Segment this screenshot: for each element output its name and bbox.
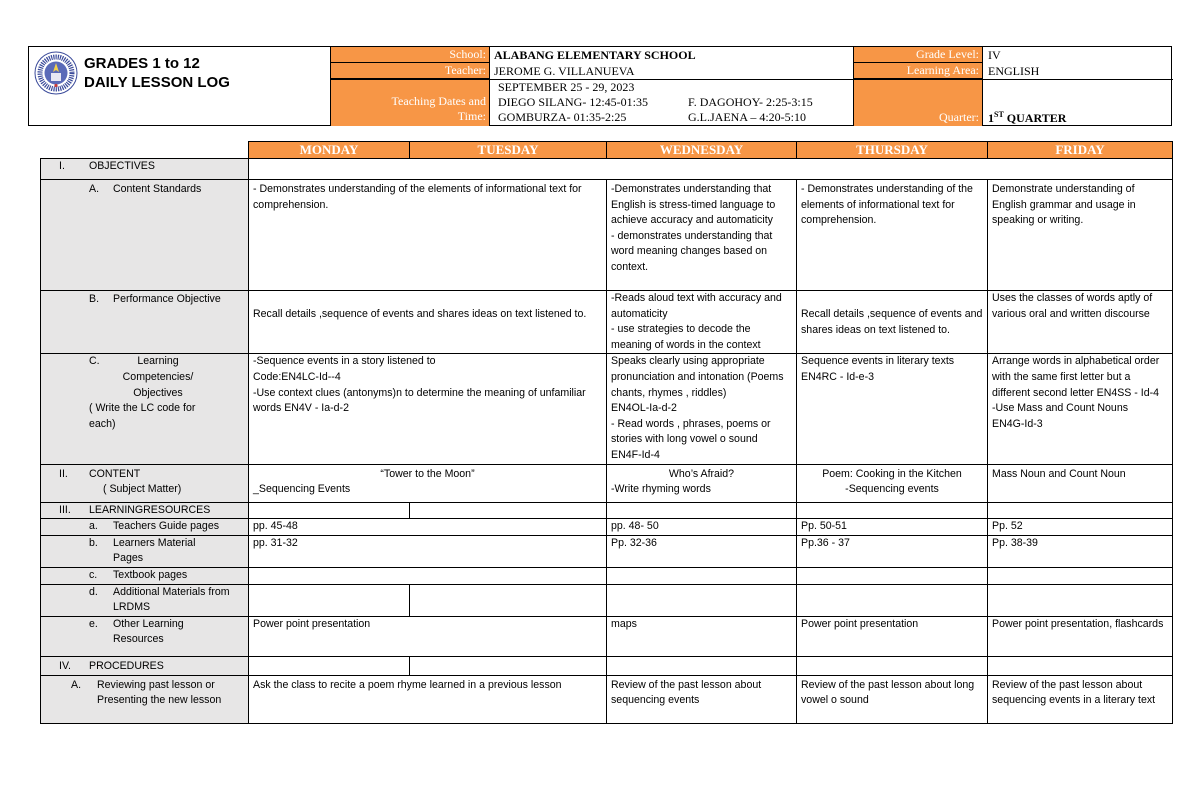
performance-objective-label: Performance Objective	[113, 293, 221, 305]
learners-material-friday: Pp. 38-39	[988, 535, 1173, 567]
school-value: ALABANG ELEMENTARY SCHOOL	[494, 48, 696, 62]
performance-objective-monday: Recall details ,sequence of events and shares ideas on text listened to.	[249, 291, 607, 354]
content-standards-label: Content Standards	[113, 183, 202, 195]
learning-competencies-label: Learning Competencies/ Objectives	[122, 355, 194, 399]
teachers-guide-wednesday: pp. 48- 50	[607, 519, 797, 536]
schedule-diego-silang: DIEGO SILANG- 12:45-01:35	[498, 95, 648, 109]
day-monday: MONDAY	[249, 142, 410, 159]
content-friday: Mass Noun and Count Noun	[988, 464, 1173, 502]
performance-objective-label-cell	[41, 291, 249, 354]
learning-area-value: ENGLISH	[988, 64, 1040, 78]
procedures-thursday	[797, 656, 988, 675]
additional-materials-wednesday	[607, 584, 797, 616]
reviewing-lesson-row	[41, 675, 1173, 723]
learning-competencies-row	[41, 354, 1173, 464]
quarter-suffix: ST	[994, 110, 1004, 119]
learners-material-wednesday: Pp. 32-36	[607, 535, 797, 567]
reviewing-lesson-friday: Review of the past lesson about sequencing events in a literary text	[988, 675, 1173, 723]
content-thursday-sub: -Sequencing events	[845, 483, 939, 496]
learning-resources-tuesday	[410, 502, 607, 519]
procedures-label: PROCEDURES	[89, 659, 164, 672]
objectives-section	[41, 159, 249, 180]
content-monday-title: “Tower to the Moon”	[380, 467, 475, 480]
form-title-line1: GRADES 1 to 12	[84, 55, 200, 72]
day-header-row	[41, 142, 1173, 159]
textbook-pages-monday	[249, 567, 607, 584]
learning-competencies-heading	[45, 354, 244, 401]
corner-cell	[41, 142, 249, 159]
day-tuesday: TUESDAY	[410, 142, 607, 159]
learning-resources-label: LEARNINGRESOURCES	[89, 503, 211, 516]
schedule-gomburza: GOMBURZA- 01:35-2:25	[498, 110, 627, 124]
learners-material-row	[41, 535, 1173, 567]
additional-materials-heading	[45, 585, 244, 616]
learning-competencies-label-cell	[41, 354, 249, 464]
other-resources-label-cell	[41, 616, 249, 656]
performance-objective-row	[41, 291, 1173, 354]
content-standards-number: A.	[89, 183, 100, 195]
content-wednesday-sub: -Write rhyming words	[611, 483, 711, 496]
other-resources-wednesday: maps	[607, 616, 797, 656]
grade-level-label: Grade Level:	[853, 47, 983, 63]
content-thursday-title: Poem: Cooking in the Kitchen	[822, 467, 962, 480]
additional-materials-number: d.	[89, 585, 98, 598]
reviewing-lesson-heading	[45, 678, 244, 709]
quarter-number: 1	[988, 111, 994, 125]
day-thursday: THURSDAY	[797, 142, 988, 159]
procedures-label-cell	[41, 656, 249, 675]
content-standards-friday: Demonstrate understanding of English grammar and usage in speaking or writing.	[988, 180, 1173, 291]
other-resources-label: Other Learning Resources	[113, 617, 184, 646]
learners-material-thursday: Pp.36 - 37	[797, 535, 988, 567]
learning-resources-wednesday	[607, 502, 797, 519]
reviewing-lesson-thursday: Review of the past lesson about long vowel o sound	[797, 675, 988, 723]
content-standards-thursday: - Demonstrates understanding of the elements of informational text for comprehension.	[797, 180, 988, 291]
objectives-row	[41, 159, 1173, 180]
content-row	[41, 464, 1173, 502]
teachers-guide-monday: pp. 45-48	[249, 519, 607, 536]
other-resources-heading	[45, 617, 244, 648]
content-standards-wednesday: -Demonstrates understanding that English is stress-timed language to achieve accuracy and automaticity - demonstrates understanding that word meaning changes based on context.	[607, 180, 797, 291]
learning-area-label: Learning Area:	[853, 63, 983, 79]
day-friday: FRIDAY	[988, 142, 1173, 159]
school-label: School:	[330, 47, 490, 63]
schedule-dagohoy: F. DAGOHOY- 2:25-3:15	[688, 95, 813, 109]
reviewing-lesson-number: A.	[71, 678, 82, 691]
teachers-guide-number: a.	[89, 520, 98, 533]
learning-resources-number: III.	[59, 503, 71, 516]
quarter-text: QUARTER	[1003, 111, 1067, 125]
reviewing-lesson-wednesday: Review of the past lesson about sequencing events	[607, 675, 797, 723]
objectives-label: OBJECTIVES	[89, 160, 155, 172]
procedures-tuesday	[410, 656, 607, 675]
content-thursday	[797, 464, 988, 502]
procedures-number: IV.	[59, 659, 71, 672]
content-standards-monday: - Demonstrates understanding of the elements of informational text for comprehension.	[249, 180, 607, 291]
performance-objective-friday: Uses the classes of words aptly of various oral and written discourse	[988, 291, 1173, 354]
teaching-dates-label	[330, 79, 490, 126]
performance-objective-thursday: Recall details ,sequence of events and shares ideas on text listened to.	[797, 291, 988, 354]
additional-materials-monday	[249, 584, 410, 616]
other-resources-row	[41, 616, 1173, 656]
quarter-label: Quarter:	[853, 79, 983, 126]
learning-competencies-friday: Arrange words in alphabetical order with the same first letter but a different second letter EN4SS - Id-4 -Use Mass and Count Nouns EN4G-Id-3	[988, 354, 1173, 464]
content-standards-label-cell	[41, 180, 249, 291]
learners-material-number: b.	[89, 536, 98, 549]
day-wednesday: WEDNESDAY	[607, 142, 797, 159]
procedures-row	[41, 656, 1173, 675]
learning-resources-thursday	[797, 502, 988, 519]
schedule-row-1	[498, 95, 813, 110]
teaching-dates-label-line1: Teaching Dates and	[391, 94, 486, 108]
form-title-line2: DAILY LESSON LOG	[84, 74, 230, 91]
content-wednesday	[607, 464, 797, 502]
learning-competencies-number: C.	[89, 355, 100, 368]
date-range: SEPTEMBER 25 - 29, 2023	[498, 80, 635, 94]
schedule-row-2	[498, 110, 813, 125]
other-resources-thursday: Power point presentation	[797, 616, 988, 656]
teachers-guide-row	[41, 519, 1173, 536]
teachers-guide-label: Teachers Guide pages	[113, 520, 220, 533]
content-monday	[249, 464, 607, 502]
textbook-pages-number: c.	[89, 568, 98, 581]
teaching-dates-value	[498, 80, 813, 125]
additional-materials-thursday	[797, 584, 988, 616]
additional-materials-label-cell	[41, 584, 249, 616]
learning-competencies-note: ( Write the LC code for each)	[89, 402, 196, 430]
procedures-friday	[988, 656, 1173, 675]
learning-resources-row	[41, 502, 1173, 519]
teachers-guide-label-cell	[41, 519, 249, 536]
performance-objective-number: B.	[89, 293, 100, 305]
content-number: II.	[59, 467, 68, 480]
other-resources-friday: Power point presentation, flashcards	[988, 616, 1173, 656]
textbook-pages-wednesday	[607, 567, 797, 584]
learning-competencies-monday: -Sequence events in a story listened to Code:EN4LC-Id--4 -Use context clues (antonyms)n to determine the meaning of unfamiliar words EN4V - Ia-d-2	[249, 354, 607, 464]
textbook-pages-friday	[988, 567, 1173, 584]
other-resources-number: e.	[89, 617, 98, 630]
textbook-pages-thursday	[797, 567, 988, 584]
learners-material-label-cell	[41, 535, 249, 567]
content-label: CONTENT	[89, 467, 141, 480]
grade-level-value: IV	[988, 48, 1001, 62]
teachers-guide-friday: Pp. 52	[988, 519, 1173, 536]
objectives-blank	[249, 159, 1173, 180]
content-heading	[45, 467, 244, 483]
header-divider-2	[490, 79, 853, 80]
textbook-pages-label-cell	[41, 567, 249, 584]
learning-resources-friday	[988, 502, 1173, 519]
content-monday-sub: _Sequencing Events	[253, 483, 351, 496]
reviewing-lesson-monday: Ask the class to recite a poem rhyme learned in a previous lesson	[249, 675, 607, 723]
learners-material-heading	[45, 536, 244, 567]
learning-resources-label-cell	[41, 502, 249, 519]
teaching-dates-label-line2: Time:	[457, 109, 486, 123]
schedule-jaena: G.L.JAENA – 4:20-5:10	[688, 110, 806, 124]
procedures-monday	[249, 656, 410, 675]
learning-competencies-wednesday: Speaks clearly using appropriate pronunciation and intonation (Poems chants, rhymes , riddles) EN4OL-Ia-d-2 - Read words , phrases, poems or stories with long vowel o sound EN4F-Id-4	[607, 354, 797, 464]
content-wednesday-title: Who’s Afraid?	[668, 467, 735, 480]
reviewing-lesson-label-cell	[41, 675, 249, 723]
teachers-guide-thursday: Pp. 50-51	[797, 519, 988, 536]
textbook-pages-label: Textbook pages	[113, 568, 188, 581]
teacher-label: Teacher:	[330, 63, 490, 79]
learners-material-label: Learners Material Pages	[113, 536, 196, 565]
objectives-number: I.	[59, 160, 65, 172]
additional-materials-friday	[988, 584, 1173, 616]
deped-seal-icon	[34, 51, 78, 95]
additional-materials-row	[41, 584, 1173, 616]
textbook-pages-row	[41, 567, 1173, 584]
lesson-log-table	[40, 141, 1173, 724]
content-sub-label: ( Subject Matter)	[103, 483, 182, 496]
additional-materials-label: Additional Materials from LRDMS	[113, 585, 230, 614]
quarter-value	[988, 110, 1066, 126]
procedures-wednesday	[607, 656, 797, 675]
additional-materials-tuesday	[410, 584, 607, 616]
teacher-value: JEROME G. VILLANUEVA	[494, 64, 635, 78]
learning-resources-monday	[249, 502, 410, 519]
other-resources-monday: Power point presentation	[249, 616, 607, 656]
content-standards-row	[41, 180, 1173, 291]
learning-competencies-thursday: Sequence events in literary texts EN4RC - Id-e-3	[797, 354, 988, 464]
performance-objective-wednesday: -Reads aloud text with accuracy and automaticity - use strategies to decode the meaning of words in the context	[607, 291, 797, 354]
learners-material-monday: pp. 31-32	[249, 535, 607, 567]
reviewing-lesson-label: Reviewing past lesson or Presenting the new lesson	[97, 678, 222, 707]
content-label-cell	[41, 464, 249, 502]
